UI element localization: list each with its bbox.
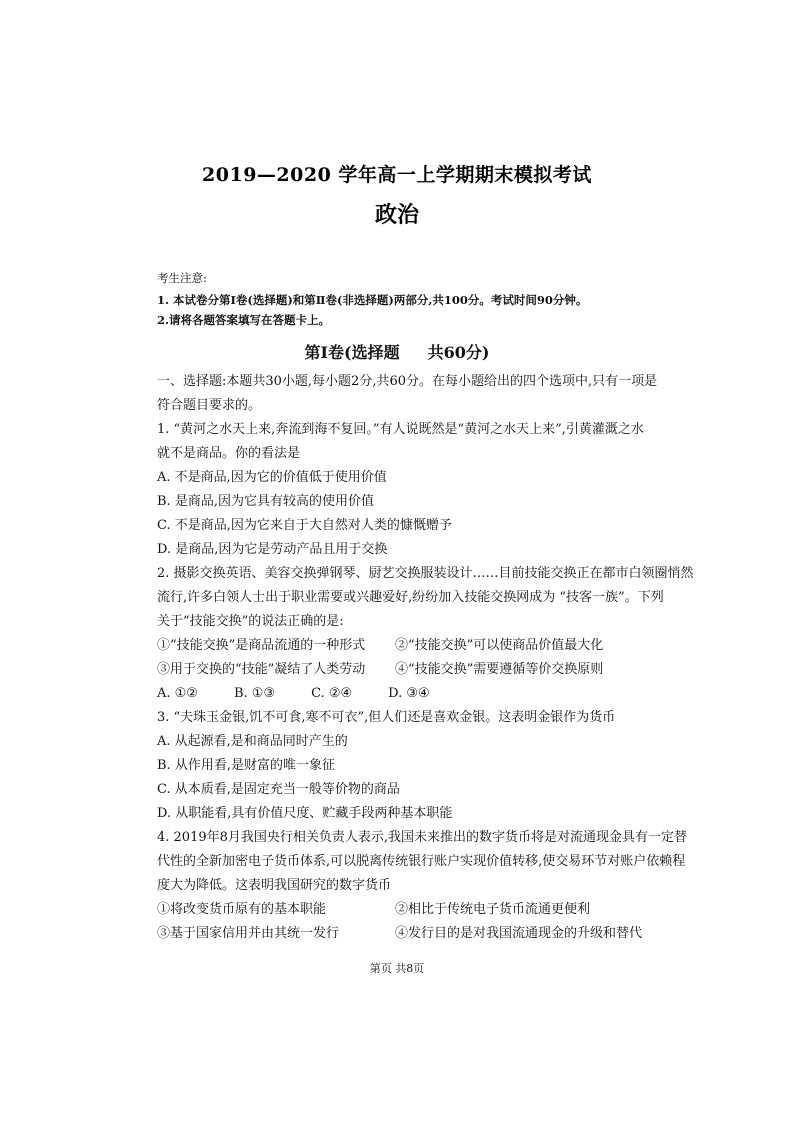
notice-heading: 考生注意: (157, 271, 207, 285)
q2-choice-c: C. ②④ (311, 686, 353, 701)
q2-statements-row-2 (157, 662, 717, 678)
q1-option-c: C. 不是商品,因为它来自于大自然对人类的慷慨赠予 (157, 518, 452, 533)
instructions-line-2: 符合题目要求的。 (157, 398, 262, 413)
exam-title: 2019—2020 学年高一上学期期末模拟考试 (202, 164, 592, 186)
q1-option-d: D. 是商品,因为它是劳动产品且用于交换 (157, 542, 388, 557)
q4-stem-line-3: 度大为降低。这表明我国研究的数字货币 (157, 878, 392, 893)
q4-statement-1: ①将改变货币原有的基本职能 (157, 902, 327, 917)
q3-option-c: C. 从本质看,是固定充当一般等价物的商品 (157, 782, 400, 797)
q2-statement-4: ④“技能交换”需要遵循等价交换原则 (395, 662, 604, 677)
q4-stem-line-1: 4. 2019年8月我国央行相关负责人表示,我国未来推出的数字货币将是对流通现金具有一定替 (157, 830, 688, 845)
q2-choice-b: B. ①③ (233, 686, 276, 701)
q4-statement-2: ②相比于传统电子货币流通更便利 (395, 902, 591, 917)
page-footer: 第页 共8页 (369, 962, 425, 975)
q4-statements-row-1 (157, 902, 717, 918)
q3-stem-line-1: 3. “夫珠玉金银,饥不可食,寒不可衣”,但人们还是喜欢金银。这表明金银作为货币 (157, 710, 616, 725)
q2-choice-a: A. ①② (157, 686, 198, 701)
q3-option-d: D. 从职能看,具有价值尺度、贮藏手段两种基本职能 (157, 806, 453, 821)
q4-statements-row-2 (157, 926, 717, 942)
q2-statement-2: ②“技能交换”可以使商品价值最大化 (395, 638, 604, 653)
q2-stem-line-1: 2. 摄影交换英语、美容交换弹钢琴、厨艺交换服装设计……目前技能交换正在都市白领圈悄然 (157, 566, 694, 581)
q2-stem-line-2: 流行,许多白领人士出于职业需要或兴趣爱好,纷纷加入技能交换网成为 “技客一族”。下列 (157, 590, 664, 605)
instructions-line-1: 一、选择题:本题共30小题,每小题2分,共60分。在每小题给出的四个选项中,只有一项是 (157, 374, 658, 389)
q4-statement-4: ④发行目的是对我国流通现金的升级和替代 (395, 926, 643, 941)
q2-statement-3: ③用于交换的“技能”凝结了人类劳动 (157, 662, 366, 677)
subject-title: 政治 (374, 202, 419, 228)
q1-stem-line-1: 1. “黄河之水天上来,奔流到海不复回。”有人说既然是“黄河之水天上来”,引黄灌溉之水 (157, 422, 644, 437)
q2-choices (157, 686, 717, 702)
q2-statement-1: ①“技能交换”是商品流通的一种形式 (157, 638, 366, 653)
section-heading (0, 340, 794, 363)
q4-stem-line-2: 代性的全新加密电子货币体系,可以脱离传统银行账户实现价值转移,使交易环节对账户依赖程 (157, 854, 686, 869)
q4-statement-3: ③基于国家信用并由其统一发行 (157, 926, 340, 941)
q2-statements-row-1 (157, 638, 717, 654)
q1-option-a: A. 不是商品,因为它的价值低于使用价值 (157, 470, 387, 485)
q1-option-b: B. 是商品,因为它具有较高的使用价值 (157, 494, 374, 509)
notice-item-2: 2.请将各题答案填写在答题卡上。 (157, 313, 331, 327)
notice-item-1: 1. 本试卷分第Ⅰ卷(选择题)和第Ⅱ卷(非选择题)两部分,共100分。考试时间90分钟。 (157, 293, 588, 307)
q3-option-b: B. 从作用看,是财富的唯一象征 (157, 758, 335, 773)
section-part: 第Ⅰ卷(选择题 (304, 343, 400, 362)
q1-stem-line-2: 就不是商品。你的看法是 (157, 446, 301, 461)
section-score: 共60分) (427, 343, 490, 362)
q3-option-a: A. 从起源看,是和商品同时产生的 (157, 734, 348, 749)
q2-stem-line-3: 关于“技能交换”的说法正确的是: (157, 614, 344, 629)
q2-choice-d: D. ③④ (388, 686, 430, 701)
